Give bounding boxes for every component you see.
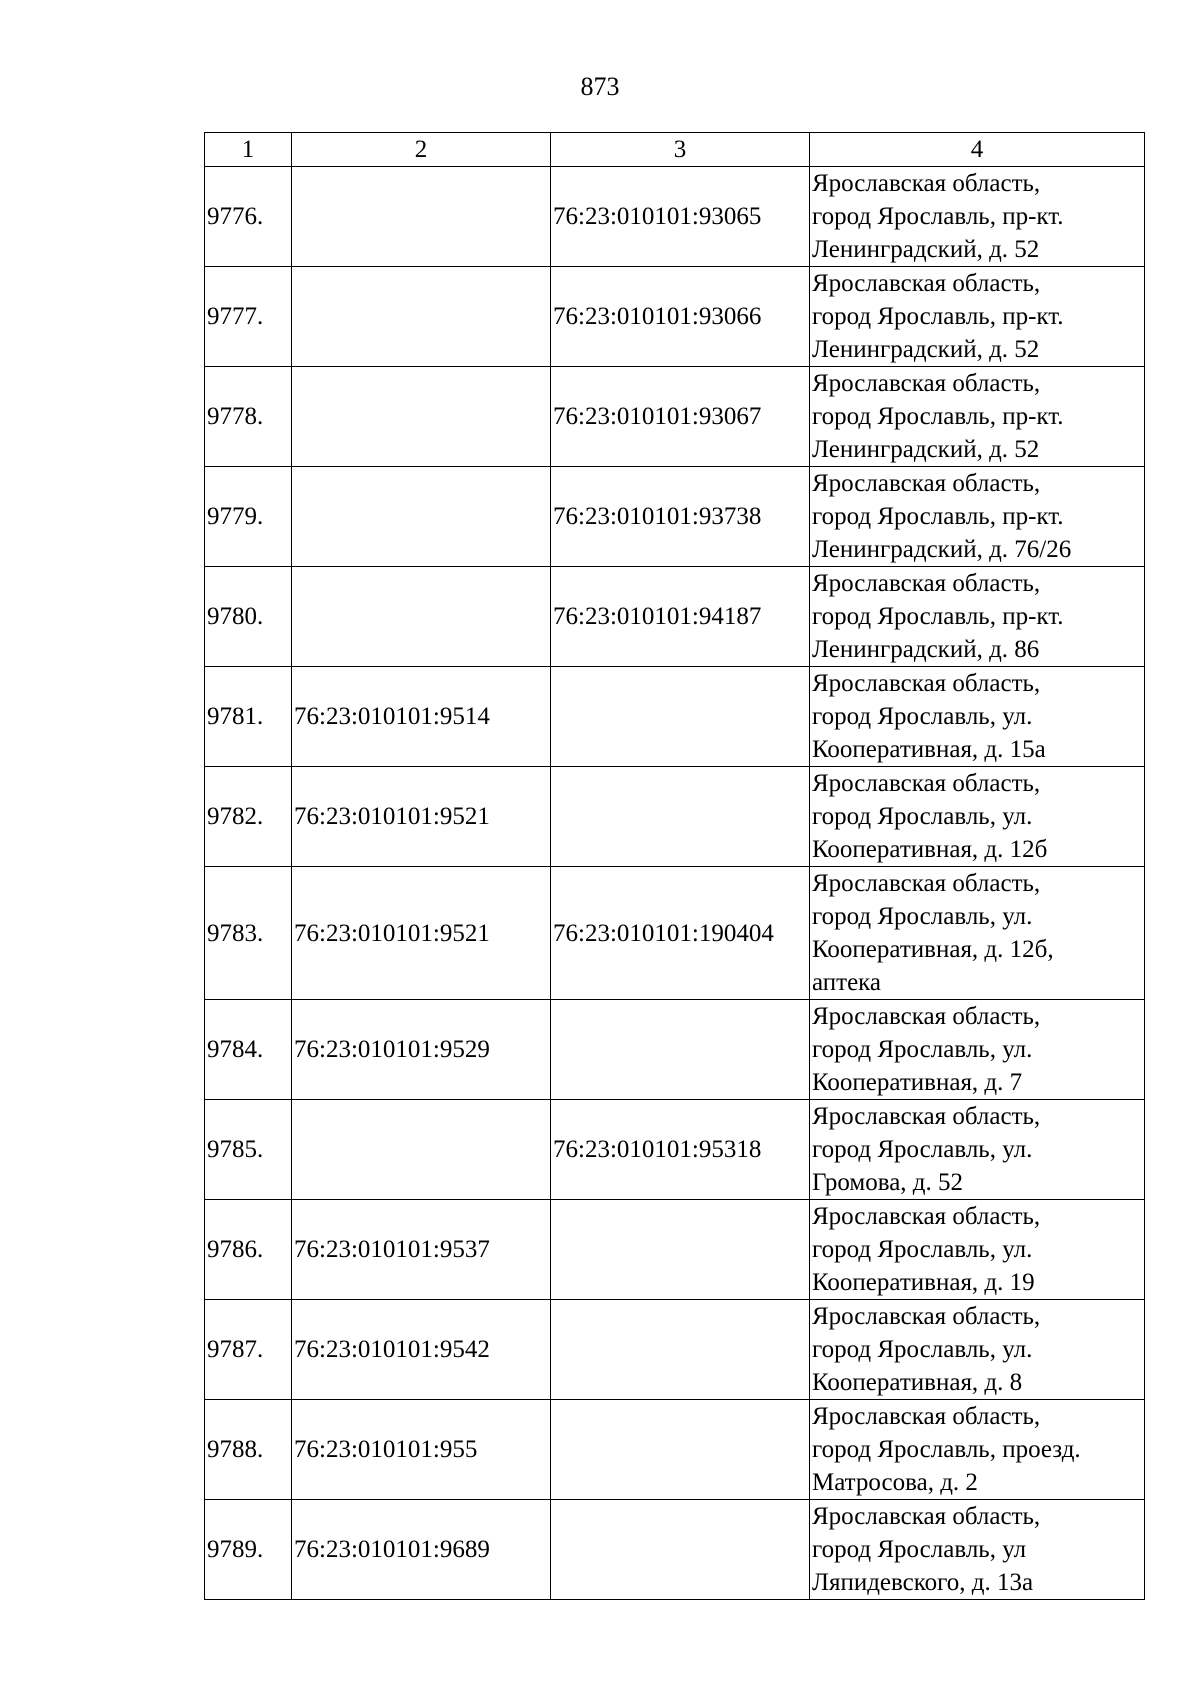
- header-row: [205, 133, 1145, 167]
- cadastral-number-col3: 76:23:010101:94187: [551, 567, 810, 667]
- table-row: [205, 667, 1145, 767]
- address-cell: Ярославская область, город Ярославль, пр-кт. Ленинградский, д. 52: [810, 167, 1145, 267]
- column-header-1: 1: [205, 133, 292, 167]
- cadastral-number-col2: 76:23:010101:9514: [292, 667, 551, 767]
- cadastral-number-col2: 76:23:010101:9689: [292, 1500, 551, 1600]
- cadastral-number-col2: [292, 467, 551, 567]
- cadastral-number-col2: [292, 267, 551, 367]
- cadastral-number-col3: 76:23:010101:93067: [551, 367, 810, 467]
- table-row: [205, 1300, 1145, 1400]
- row-number: 9779.: [205, 467, 292, 567]
- address-cell: Ярославская область, город Ярославль, ул. Кооперативная, д. 12б: [810, 767, 1145, 867]
- cadastral-number-col3: [551, 1500, 810, 1600]
- address-cell: Ярославская область, город Ярославль, ул. Кооперативная, д. 7: [810, 1000, 1145, 1100]
- table-row: [205, 367, 1145, 467]
- address-cell: Ярославская область, город Ярославль, ул. Кооперативная, д. 8: [810, 1300, 1145, 1400]
- cadastral-number-col3: [551, 1400, 810, 1500]
- table-row: [205, 767, 1145, 867]
- cadastral-number-col2: 76:23:010101:9521: [292, 867, 551, 1000]
- address-cell: Ярославская область, город Ярославль, пр-кт. Ленинградский, д. 76/26: [810, 467, 1145, 567]
- cadastral-number-col2: [292, 567, 551, 667]
- cadastral-number-col2: 76:23:010101:9521: [292, 767, 551, 867]
- address-cell: Ярославская область, город Ярославль, ул. Кооперативная, д. 19: [810, 1200, 1145, 1300]
- cadastral-number-col3: [551, 1200, 810, 1300]
- address-cell: Ярославская область, город Ярославль, ул Ляпидевского, д. 13а: [810, 1500, 1145, 1600]
- cadastral-number-col3: [551, 767, 810, 867]
- cadastral-number-col3: 76:23:010101:93738: [551, 467, 810, 567]
- page-number: 873: [580, 72, 620, 101]
- row-number: 9785.: [205, 1100, 292, 1200]
- cadastral-number-col3: [551, 667, 810, 767]
- cadastral-number-col2: 76:23:010101:9542: [292, 1300, 551, 1400]
- row-number: 9789.: [205, 1500, 292, 1600]
- register-table: [204, 132, 1145, 1600]
- address-cell: Ярославская область, город Ярославль, пр-кт. Ленинградский, д. 52: [810, 267, 1145, 367]
- address-cell: Ярославская область, город Ярославль, пр-кт. Ленинградский, д. 52: [810, 367, 1145, 467]
- address-cell: Ярославская область, город Ярославль, ул. Кооперативная, д. 12б, аптека: [810, 867, 1145, 1000]
- table-row: [205, 1200, 1145, 1300]
- address-cell: Ярославская область, город Ярославль, ул. Громова, д. 52: [810, 1100, 1145, 1200]
- row-number: 9777.: [205, 267, 292, 367]
- row-number: 9786.: [205, 1200, 292, 1300]
- cadastral-number-col3: [551, 1300, 810, 1400]
- row-number: 9783.: [205, 867, 292, 1000]
- row-number: 9782.: [205, 767, 292, 867]
- cadastral-number-col2: [292, 367, 551, 467]
- table-row: [205, 467, 1145, 567]
- table-row: [205, 867, 1145, 1000]
- column-header-2: 2: [292, 133, 551, 167]
- table-row: [205, 1100, 1145, 1200]
- row-number: 9784.: [205, 1000, 292, 1100]
- cadastral-number-col3: 76:23:010101:93065: [551, 167, 810, 267]
- cadastral-number-col3: 76:23:010101:95318: [551, 1100, 810, 1200]
- cadastral-number-col2: 76:23:010101:9529: [292, 1000, 551, 1100]
- table-row: [205, 167, 1145, 267]
- table-row: [205, 267, 1145, 367]
- row-number: 9787.: [205, 1300, 292, 1400]
- table-row: [205, 1000, 1145, 1100]
- cadastral-number-col2: 76:23:010101:955: [292, 1400, 551, 1500]
- column-header-3: 3: [551, 133, 810, 167]
- table-row: [205, 567, 1145, 667]
- cadastral-number-col2: [292, 1100, 551, 1200]
- cadastral-number-col3: 76:23:010101:190404: [551, 867, 810, 1000]
- row-number: 9780.: [205, 567, 292, 667]
- table-row: [205, 1400, 1145, 1500]
- cadastral-number-col2: [292, 167, 551, 267]
- address-cell: Ярославская область, город Ярославль, ул. Кооперативная, д. 15а: [810, 667, 1145, 767]
- cadastral-number-col3: [551, 1000, 810, 1100]
- address-cell: Ярославская область, город Ярославль, проезд. Матросова, д. 2: [810, 1400, 1145, 1500]
- row-number: 9778.: [205, 367, 292, 467]
- row-number: 9776.: [205, 167, 292, 267]
- column-header-4: 4: [810, 133, 1145, 167]
- row-number: 9788.: [205, 1400, 292, 1500]
- cadastral-number-col2: 76:23:010101:9537: [292, 1200, 551, 1300]
- cadastral-number-col3: 76:23:010101:93066: [551, 267, 810, 367]
- table-row: [205, 1500, 1145, 1600]
- address-cell: Ярославская область, город Ярославль, пр-кт. Ленинградский, д. 86: [810, 567, 1145, 667]
- row-number: 9781.: [205, 667, 292, 767]
